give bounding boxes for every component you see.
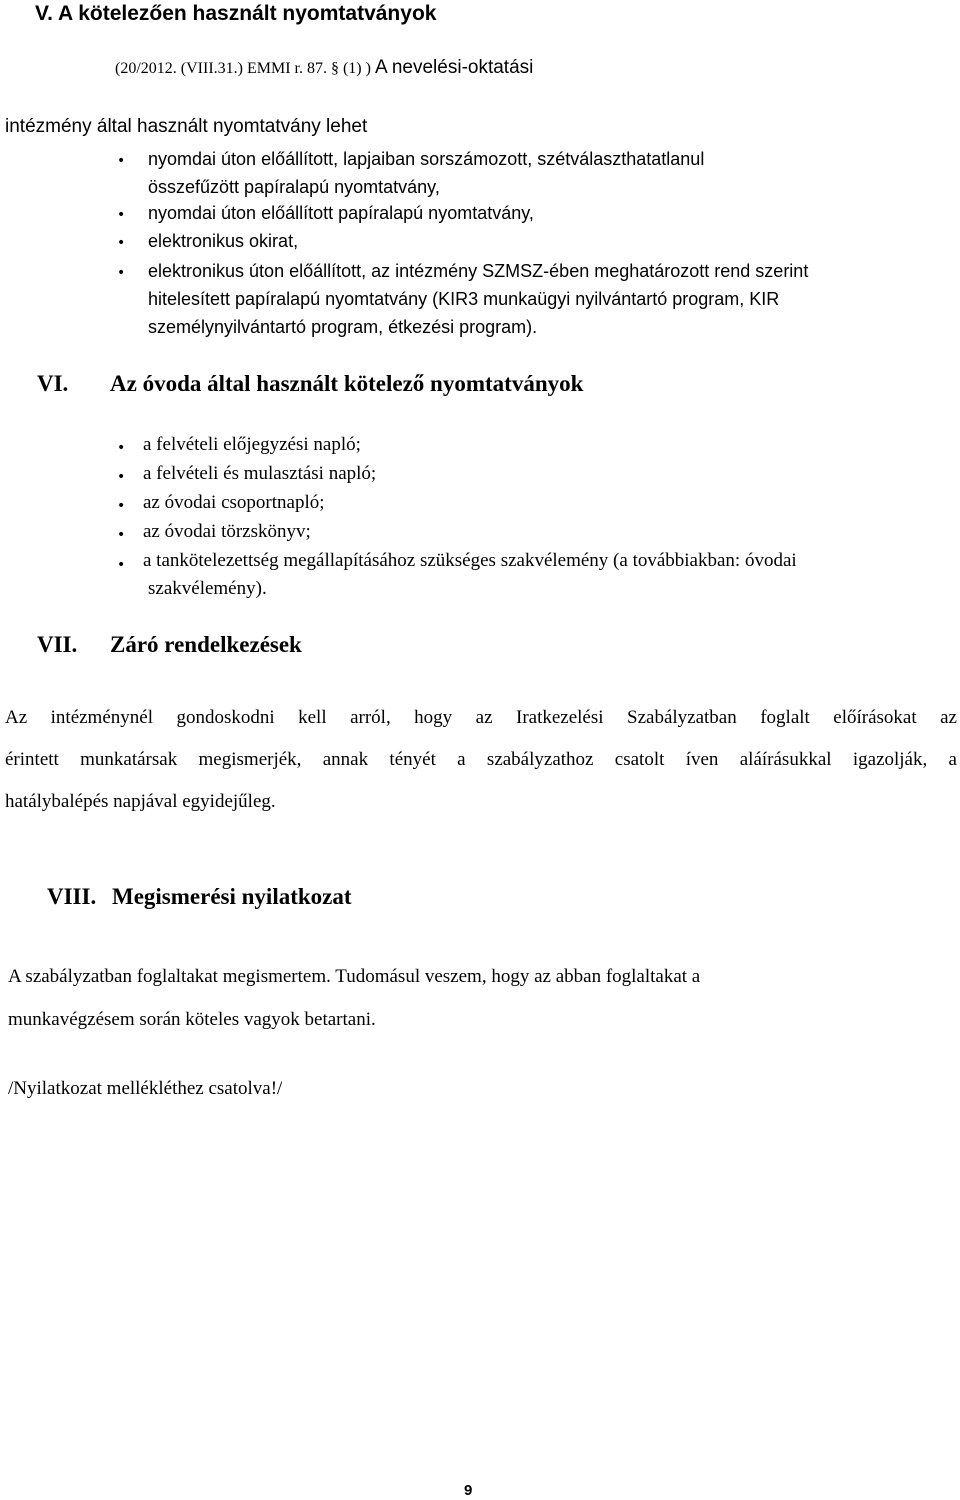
intro-text-line2: intézmény által használt nyomtatvány lehet: [5, 116, 368, 137]
intro-text-line1: A nevelési-oktatási: [374, 57, 534, 78]
list-item-text: az óvodai csoportnapló;: [143, 492, 325, 513]
section-vii-title: Záró rendelkezések: [110, 632, 302, 657]
legal-reference-prefix: (20/2012. (VIII.31.) EMMI r. 87.: [115, 60, 331, 77]
section-vii-number: VII.: [37, 632, 78, 657]
list-item-text: összefűzött papíralapú nyomtatvány,: [148, 177, 440, 197]
page-number: 9: [464, 1482, 473, 1499]
legal-reference-suffix: (1) ): [338, 60, 371, 77]
bullet-icon: •: [117, 440, 126, 456]
list-item-text: személynyilvántartó program, étkezési program).: [148, 317, 538, 337]
legal-reference: [115, 57, 533, 79]
bullet-icon: •: [117, 498, 126, 514]
paragraph-line: hatálybalépés napjával egyidejűleg.: [5, 791, 276, 812]
section-viii-number: VIII.: [47, 884, 97, 909]
list-item-text: hitelesített papíralapú nyomtatvány (KIR3 munkaügyi nyilvántartó program, KIR: [148, 289, 780, 309]
list-item-text: a felvételi előjegyzési napló;: [143, 434, 361, 455]
section-vi-number: VI.: [37, 371, 69, 396]
list-item-text: a tankötelezettség megállapításához szükséges szakvélemény (a továbbiakban: óvodai: [143, 550, 797, 571]
bullet-icon: •: [117, 469, 126, 485]
list-item-text: nyomdai úton előállított, lapjaiban sorszámozott, szétválaszthatatlanul: [148, 149, 705, 169]
declaration-line2: munkavégzésem során köteles vagyok betartani.: [8, 1009, 376, 1030]
bullet-icon: •: [117, 265, 126, 281]
section-v-heading: V. A kötelezően használt nyomtatványok: [35, 2, 437, 25]
bullet-icon: •: [117, 153, 126, 169]
bullet-icon: •: [117, 557, 126, 573]
list-item-text: a felvételi és mulasztási napló;: [143, 463, 377, 484]
bullet-icon: •: [117, 207, 126, 223]
declaration-line1: A szabályzatban foglaltakat megismertem. Tudomásul veszem, hogy az abban foglaltakat a: [8, 966, 701, 987]
list-item-text: az óvodai törzskönyv;: [143, 521, 311, 542]
bullet-icon: •: [117, 527, 126, 543]
attachment-note: /Nyilatkozat mellékléthez csatolva!/: [8, 1078, 283, 1099]
paragraph-line: Az intézménynél gondoskodni kell arról, hogy az Iratkezelési Szabályzatban foglalt előírásokat az: [5, 707, 957, 728]
bullet-icon: •: [117, 235, 126, 251]
paragraph-line: érintett munkatársak megismerjék, annak tényét a szabályzathoz csatolt íven aláírásukkal igazolják, a: [5, 749, 957, 770]
section-viii-title: Megismerési nyilatkozat: [112, 884, 352, 909]
list-item-text: nyomdai úton előállított papíralapú nyomtatvány,: [148, 203, 534, 223]
section-vi-title: Az óvoda által használt kötelező nyomtatványok: [110, 371, 584, 396]
list-item-text: elektronikus okirat,: [148, 231, 299, 251]
section-symbol: §: [330, 60, 339, 77]
list-item-text: elektronikus úton előállított, az intézmény SZMSZ-ében meghatározott rend szerint: [148, 261, 809, 281]
list-item-text: szakvélemény).: [148, 578, 267, 599]
